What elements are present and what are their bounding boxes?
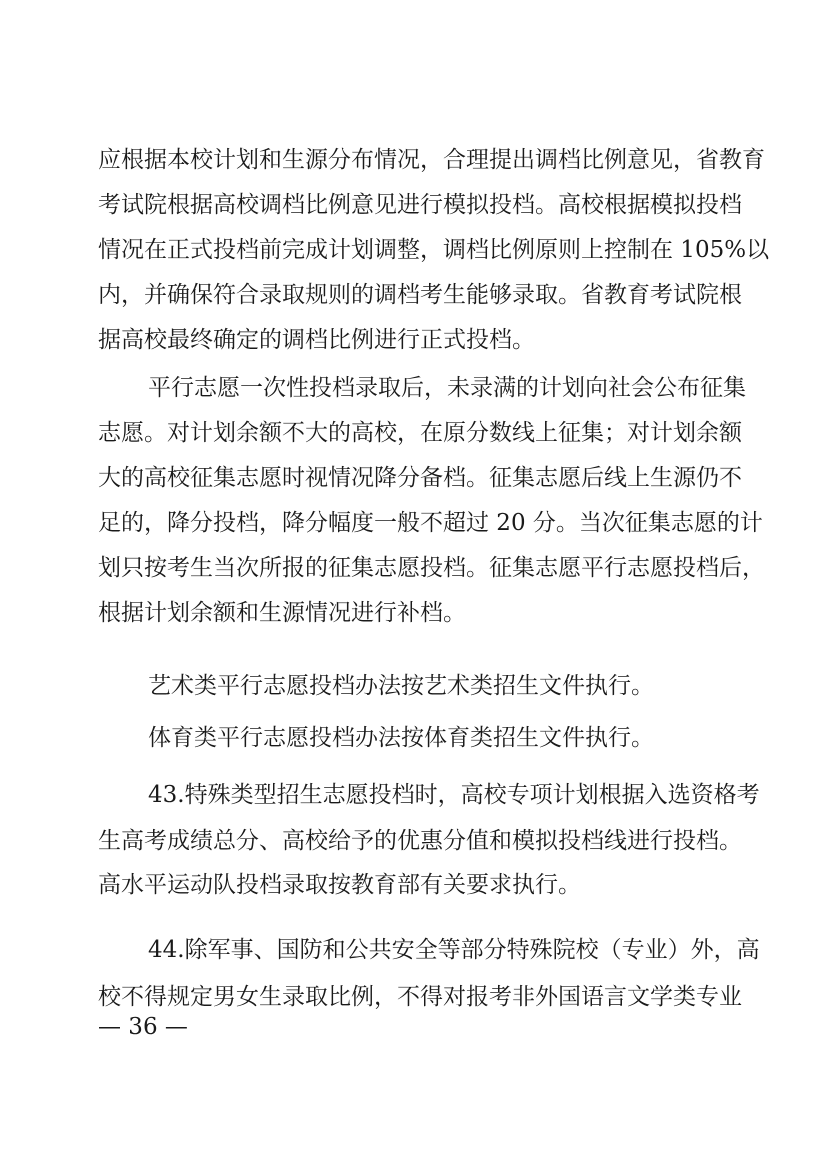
text-line: 内，并确保符合录取规则的调档考生能够录取。省教育考试院根	[98, 282, 742, 308]
text-line: 平行志愿一次性投档录取后，未录满的计划向社会公布征集	[148, 375, 746, 401]
text-line: 考试院根据高校调档比例意见进行模拟投档。高校根据模拟投档	[98, 192, 742, 218]
text-line: 高水平运动队投档录取按教育部有关要求执行。	[98, 872, 581, 898]
text-line: 情况在正式投档前完成计划调整，调档比例原则上控制在 105%以	[98, 237, 770, 263]
text-line: 足的，降分投档，降分幅度一般不超过 20 分。当次征集志愿的计	[98, 510, 763, 536]
text-line: 根据计划余额和生源情况进行补档。	[98, 600, 466, 626]
text-line: 校不得规定男女生录取比例，不得对报考非外国语言文学类专业	[98, 984, 742, 1010]
text-line: 志愿。对计划余额不大的高校，在原分数线上征集；对计划余额	[98, 420, 742, 446]
text-line: 生高考成绩总分、高校给予的优惠分值和模拟投档线进行投档。	[98, 828, 742, 854]
page-number: — 36 —	[98, 1014, 188, 1040]
text-line: 划只按考生当次所报的征集志愿投档。征集志愿平行志愿投档后，	[98, 555, 765, 581]
text-line: 艺术类平行志愿投档办法按艺术类招生文件执行。	[148, 673, 654, 699]
text-line: 43.特殊类型招生志愿投档时，高校专项计划根据入选资格考	[148, 782, 760, 808]
text-line: 体育类平行志愿投档办法按体育类招生文件执行。	[148, 725, 654, 751]
text-line: 应根据本校计划和生源分布情况，合理提出调档比例意见，省教育	[98, 147, 765, 173]
text-line: 44.除军事、国防和公共安全等部分特殊院校（专业）外，高	[148, 937, 760, 963]
text-line: 据高校最终确定的调档比例进行正式投档。	[98, 327, 535, 353]
text-line: 大的高校征集志愿时视情况降分备档。征集志愿后线上生源仍不	[98, 465, 742, 491]
